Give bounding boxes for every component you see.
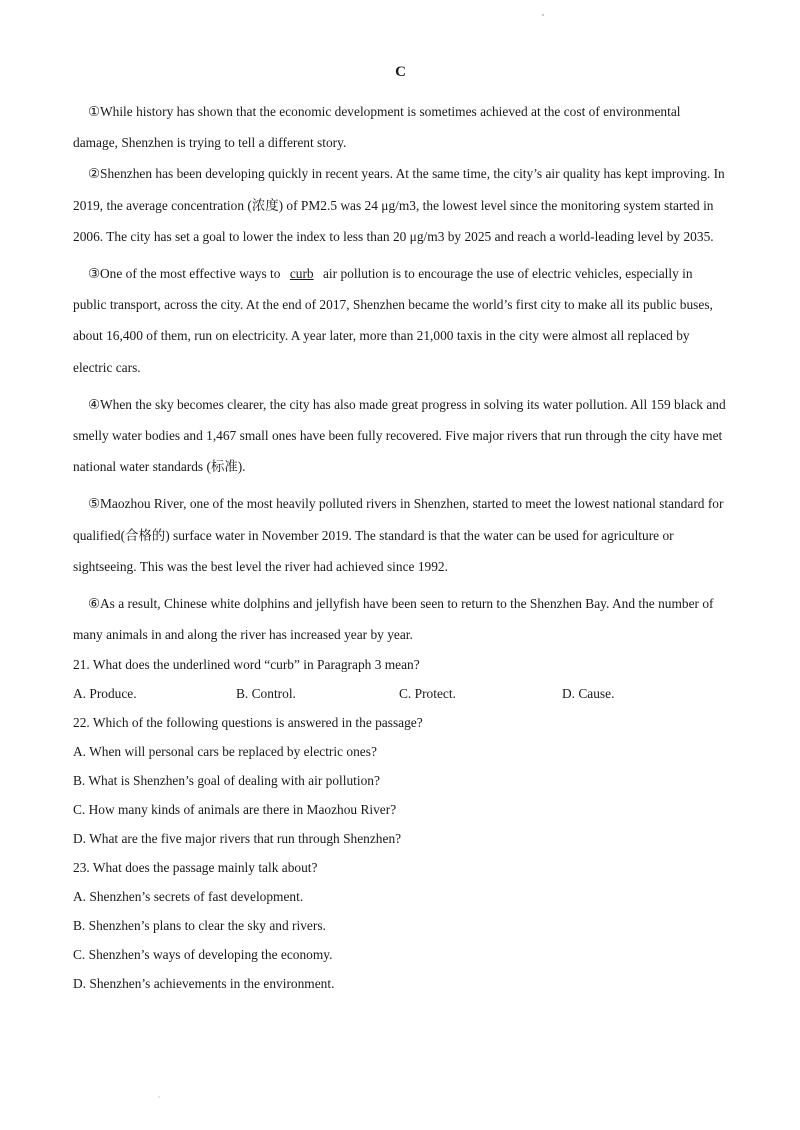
- question-23-stem: 23. What does the passage mainly talk about?: [73, 860, 318, 876]
- question-21-option-a: A. Produce.: [73, 686, 137, 702]
- underlined-word-curb: curb: [289, 266, 314, 282]
- scan-speck: [158, 1096, 160, 1098]
- paragraph-5: ⑤Maozhou River, one of the most heavily polluted rivers in Shenzhen, started to meet the lowest national standard for qualified(合格的) surface water in November 2019. The standard is that the water can be used for agriculture or sightseeing. This was the best level the river had achieved since 1992.: [73, 496, 724, 574]
- paragraph-3: [73, 258, 728, 383]
- scan-speck: [542, 14, 544, 16]
- paragraph-3-text-after: air pollution is to encourage the use of electric vehicles, especially in public transport, across the city. At the end of 2017, Shenzhen became the world’s first city to make all its public buses, about 16,400 of them, run on electricity. A year later, more than 21,000 taxis in the city were almost all replaced by electric cars.: [73, 266, 713, 375]
- paragraph-1: ①While history has shown that the economic development is sometimes achieved at the cost of environmental damage, Shenzhen is trying to tell a different story.: [73, 104, 681, 151]
- question-21-option-b: B. Control.: [236, 686, 296, 702]
- question-22-option-c: C. How many kinds of animals are there in Maozhou River?: [73, 802, 397, 818]
- questions-section: [73, 650, 728, 998]
- paragraph-4: ④When the sky becomes clearer, the city has also made great progress in solving its water pollution. All 159 black and smelly water bodies and 1,467 small ones have been fully recovered. Five major rivers that run through the city have met national water standards (标准).: [73, 396, 726, 475]
- question-21-option-c: C. Protect.: [399, 686, 456, 702]
- paragraph-3-text-before: ③One of the most effective ways to: [88, 266, 284, 282]
- question-22-stem: 22. Which of the following questions is answered in the passage?: [73, 715, 423, 731]
- question-23-option-a: A. Shenzhen’s secrets of fast development.: [73, 889, 304, 905]
- question-23-option-c: C. Shenzhen’s ways of developing the economy.: [73, 947, 333, 963]
- paragraph-6: ⑥As a result, Chinese white dolphins and jellyfish have been seen to return to the Shenzhen Bay. And the number of many animals in and along the river has increased year by year.: [73, 596, 714, 643]
- question-21-option-d: D. Cause.: [562, 686, 615, 702]
- question-21-stem: 21. What does the underlined word “curb” in Paragraph 3 mean?: [73, 657, 420, 673]
- question-22-option-d: D. What are the five major rivers that run through Shenzhen?: [73, 831, 402, 847]
- question-22-option-b: B. What is Shenzhen’s goal of dealing with air pollution?: [73, 773, 380, 789]
- question-23-option-b: B. Shenzhen’s plans to clear the sky and rivers.: [73, 918, 326, 934]
- question-22-option-a: A. When will personal cars be replaced by electric ones?: [73, 744, 377, 760]
- section-title: C: [395, 64, 406, 80]
- question-21-options: [73, 679, 728, 708]
- paragraph-2: ②Shenzhen has been developing quickly in recent years. At the same time, the city’s air quality has kept improving. In 2019, the average concentration (浓度) of PM2.5 was 24 μg/m3, the lowest level since the monitoring system started in 2006. The city has set a goal to lower the index to less than 20 μg/m3 by 2025 and reach a world-leading level by 2035.: [73, 166, 725, 244]
- question-23-option-d: D. Shenzhen’s achievements in the environment.: [73, 976, 335, 992]
